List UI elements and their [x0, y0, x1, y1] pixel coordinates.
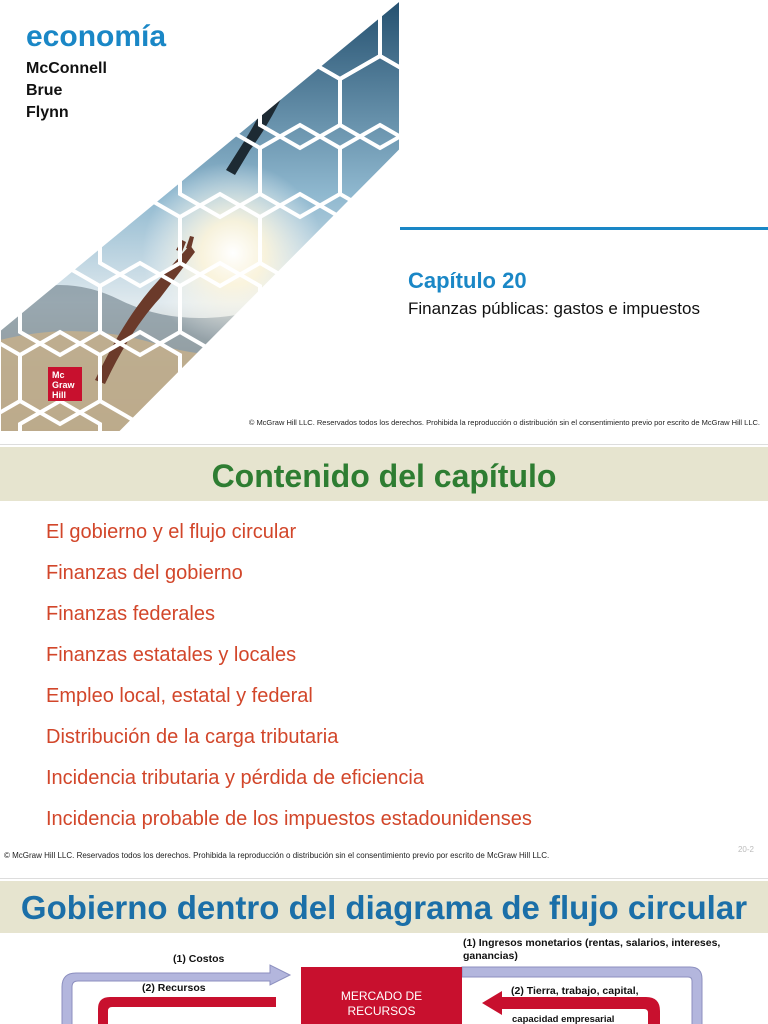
chapter-number: Capítulo 20 [408, 268, 527, 293]
mcgraw-hill-logo: Mc Graw Hill [48, 367, 82, 401]
costs-flow-arrow [62, 965, 290, 1024]
contents-item: Finanzas federales [46, 603, 215, 625]
title-divider [400, 227, 768, 230]
contents-item: El gobierno y el flujo circular [46, 521, 297, 543]
resource-market-label: MERCADO DE RECURSOS [340, 989, 423, 1018]
entrepreneurship-label: capacidad empresarial [512, 1014, 615, 1024]
cover-slide [0, 0, 768, 432]
slide-title: Contenido del capítulo [211, 458, 557, 494]
contents-item: Finanzas estatales y locales [46, 644, 297, 666]
contents-item: Finanzas del gobierno [46, 562, 243, 584]
contents-item: Distribución de la carga tributaria [46, 726, 339, 748]
author-name: McConnell [26, 60, 107, 77]
copyright-notice: © McGraw Hill LLC. Reservados todos los derechos. Prohibida la reproducción o distribución sin el consentimiento previo por escrito de McGraw Hill LLC. [4, 851, 550, 860]
chapter-contents-list [46, 519, 532, 847]
author-name: Brue [26, 82, 63, 99]
land-labor-label: (2) Tierra, trabajo, capital, [511, 985, 639, 997]
contents-item: Incidencia tributaria y pérdida de eficiencia [46, 767, 424, 789]
copyright-notice: © McGraw Hill LLC. Reservados todos los derechos. Prohibida la reproducción o distribución sin el consentimiento previo por escrito de McGraw Hill LLC. [248, 418, 760, 427]
circular-flow-slide [0, 878, 768, 1024]
book-title: economía [26, 20, 167, 53]
contents-item: Empleo local, estatal y federal [46, 685, 313, 707]
slide-title: Gobierno dentro del diagrama de flujo circular [20, 889, 748, 926]
income-label: (1) Ingresos monetarios (rentas, salarios, intereses, ganancias) [463, 937, 721, 962]
contents-slide [0, 444, 768, 868]
page-number: 20-2 [737, 845, 754, 854]
author-name: Flynn [26, 104, 69, 121]
costs-label: (1) Costos [173, 953, 225, 965]
chapter-title: Finanzas públicas: gastos e impuestos [408, 299, 700, 318]
author-list [26, 58, 107, 124]
resources-flow-arrow [98, 997, 276, 1024]
contents-item: Incidencia probable de los impuestos estadounidenses [46, 808, 532, 830]
resources-label: (2) Recursos [142, 982, 206, 994]
